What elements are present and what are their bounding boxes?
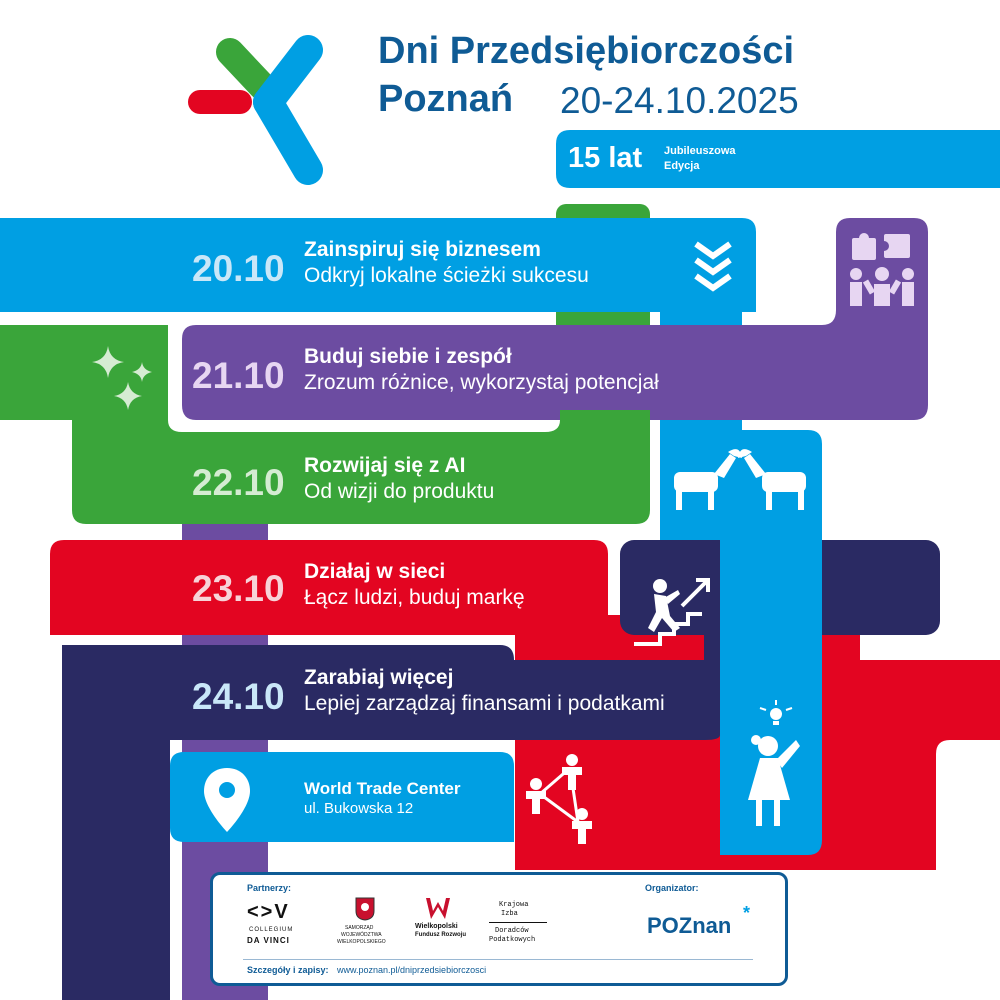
day-4-subtitle: Łącz ludzi, buduj markę — [304, 586, 525, 609]
event-logo-icon — [180, 30, 340, 190]
day-2-date: 21.10 — [192, 355, 285, 396]
day-1-title: Zainspiruj się biznesem — [304, 238, 541, 261]
day-5-date: 24.10 — [192, 676, 285, 717]
organizer-label: Organizator: — [645, 883, 699, 893]
partners-label: Partnerzy: — [247, 883, 292, 893]
samorzad-line1: SAMORZĄD — [345, 925, 374, 931]
day-5-title: Zarabiaj więcej — [304, 666, 454, 689]
badge-number: 15 lat — [568, 142, 643, 174]
chevrons-down-icon — [692, 240, 734, 298]
badge-line2: Edycja — [664, 160, 700, 172]
day-2-title: Buduj siebie i zespół — [304, 345, 512, 368]
details-label: Szczegóły i zapisy: — [247, 965, 329, 975]
venue-name: World Trade Center — [304, 779, 461, 798]
day-3-subtitle: Od wizji do produktu — [304, 480, 495, 503]
partners-panel — [210, 872, 788, 986]
kidp-line4: Podatkowych — [489, 936, 536, 944]
kidp-line2: Izba — [501, 910, 518, 918]
kidp-divider — [489, 922, 547, 923]
day-3-date: 22.10 — [192, 462, 285, 503]
cdv-line1: COLLEGIUM — [249, 927, 294, 933]
goats-icon — [668, 444, 812, 514]
day-4-date: 23.10 — [192, 568, 285, 609]
day-3-title: Rozwijaj się z AI — [304, 454, 466, 477]
day-1-date: 20.10 — [192, 248, 285, 289]
idea-girl-icon — [742, 700, 814, 830]
network-people-icon — [522, 752, 602, 844]
wfr-logo-icon — [425, 897, 451, 921]
location-pin-icon — [202, 766, 252, 834]
cdv-line2: DA VINCI — [247, 936, 290, 945]
samorzad-crest-icon — [355, 897, 375, 921]
poznan-star-icon: * — [743, 903, 751, 923]
details-url[interactable]: www.poznan.pl/dniprzedsiebiorczosci — [337, 965, 487, 975]
event-city: Poznań — [378, 78, 514, 120]
teamwork-puzzle-icon — [842, 230, 922, 310]
wfr-line2: Fundusz Rozwoju — [415, 932, 466, 938]
event-dates: 20-24.10.2025 — [560, 80, 799, 121]
poznan-logo: POZnan — [647, 913, 732, 938]
day-2-subtitle: Zrozum różnice, wykorzystaj potencjał — [304, 371, 659, 394]
climbing-stairs-icon — [630, 572, 716, 648]
day-1-subtitle: Odkryj lokalne ścieżki sukcesu — [304, 264, 589, 287]
event-title: Dni Przedsiębiorczości — [378, 30, 795, 72]
samorzad-line3: WIELKOPOLSKIEGO — [337, 939, 386, 945]
day-4-title: Działaj w sieci — [304, 560, 446, 583]
kidp-line3: Doradców — [495, 927, 529, 935]
badge-line1: Jubileuszowa — [664, 145, 736, 157]
sparkles-icon — [88, 342, 160, 414]
wfr-line1: Wielkopolski — [415, 923, 458, 930]
kidp-line1: Krajowa — [499, 901, 529, 909]
venue-address: ul. Bukowska 12 — [304, 800, 414, 817]
cdv-logo-icon: <>V — [247, 901, 290, 923]
samorzad-line2: WOJEWÓDZTWA — [341, 932, 382, 938]
day-5-subtitle: Lepiej zarządzaj finansami i podatkami — [304, 692, 665, 715]
footer-divider — [243, 959, 753, 960]
